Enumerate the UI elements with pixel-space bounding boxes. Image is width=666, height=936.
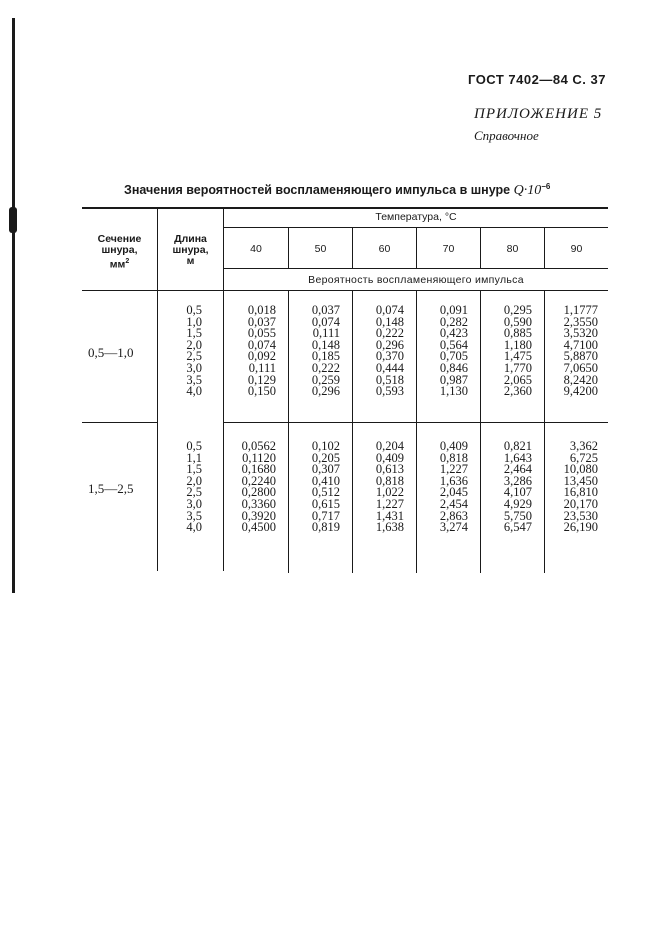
probability-value: 0,037: [247, 314, 276, 329]
probability-header: Вероятность воспламеняющего импульса: [308, 274, 524, 286]
probability-value: 0,1120: [242, 450, 276, 465]
probability-value: 0,2800: [241, 485, 276, 500]
probability-value: 0,410: [311, 473, 340, 488]
probability-value: 1,770: [503, 360, 532, 375]
probability-column-60: [353, 305, 404, 398]
length-value: 3,5: [186, 508, 202, 523]
length-value: 4,0: [186, 520, 202, 535]
probability-value: 0,018: [247, 303, 276, 317]
probability-value: 0,129: [247, 372, 276, 387]
probability-value: 6,547: [503, 520, 532, 535]
length-header-line1: Длина: [174, 233, 207, 245]
temperature-80: 80: [506, 243, 519, 255]
probability-value: 0,296: [375, 337, 404, 352]
probability-value: 5,750: [503, 508, 532, 523]
probability-value: 8,2420: [563, 372, 598, 387]
probability-value: 16,810: [563, 485, 598, 500]
probability-value: 0,282: [439, 314, 468, 329]
probability-value: 3,286: [503, 473, 532, 488]
probability-value: 1,130: [439, 384, 468, 399]
appendix-title: ПРИЛОЖЕНИЕ 5: [474, 106, 603, 122]
probability-value: 0,717: [311, 508, 340, 523]
length-value: 3,5: [186, 372, 202, 387]
probability-value: 9,4200: [563, 384, 598, 399]
probability-value: 0,185: [311, 349, 340, 364]
probability-value: 7,0650: [563, 360, 598, 375]
temperature-60: 60: [378, 243, 391, 255]
probability-value: 0,148: [311, 337, 340, 352]
section-header-line1: Сечение: [97, 233, 142, 245]
probability-value: 2,454: [439, 496, 468, 511]
probability-value: 0,846: [439, 360, 468, 375]
temperature-header: Температура, °С: [375, 211, 457, 223]
probability-value: 6,725: [569, 450, 598, 465]
length-value: 1,5: [186, 326, 202, 341]
group-section-label: 1,5—2,5: [88, 481, 134, 496]
probability-value: 0,821: [503, 439, 532, 453]
probability-value: 0,295: [503, 303, 532, 317]
group-separator-left: [82, 422, 157, 423]
probability-value: 5,8870: [563, 349, 598, 364]
probability-value: 0,819: [311, 520, 340, 535]
probability-column-80: [481, 441, 532, 534]
probability-value: 0,3920: [241, 508, 276, 523]
length-value: 2,0: [186, 337, 202, 352]
probability-value: 0,987: [439, 372, 468, 387]
section-header-line2: шнура,: [101, 244, 138, 256]
probability-value: 0,3360: [241, 496, 276, 511]
probability-value: 4,7100: [563, 337, 598, 352]
probability-value: 3,5320: [563, 326, 598, 341]
probability-value: 0,615: [311, 496, 340, 511]
probability-column-50: [289, 305, 340, 398]
probability-column-90: [545, 305, 598, 398]
temperature-40: 40: [250, 243, 262, 255]
table-top-rule: [82, 207, 608, 209]
probability-value: 20,170: [563, 496, 598, 511]
probability-column-90: [545, 441, 598, 534]
length-value: 2,0: [186, 473, 202, 488]
probability-value: 1,643: [503, 450, 532, 465]
probability-value: 0,074: [375, 303, 404, 317]
probability-value: 0,222: [311, 360, 340, 375]
probability-value: 4,929: [503, 496, 532, 511]
appendix-subtitle: Справочное: [474, 128, 539, 143]
probability-value: 0,055: [247, 326, 276, 341]
probability-column-70: [417, 305, 468, 398]
probability-value: 1,227: [439, 462, 468, 477]
group-separator-right: [224, 422, 608, 423]
section-header-unit: мм: [109, 258, 126, 271]
length-value: 2,5: [186, 349, 202, 364]
probability-value: 0,4500: [241, 520, 276, 535]
probability-value: 0,512: [311, 485, 340, 500]
probability-value: 0,444: [375, 360, 404, 375]
probability-value: 2,045: [439, 485, 468, 500]
probability-value: 0,205: [311, 450, 340, 465]
probability-value: 23,530: [563, 508, 598, 523]
group-length-column: [158, 441, 202, 534]
probability-column-50: [289, 441, 340, 534]
probability-value: 3,274: [439, 520, 468, 535]
table-caption-formula: Q·10: [513, 183, 542, 199]
probability-value: 0,111: [248, 360, 276, 375]
probability-value: 0,204: [375, 439, 404, 453]
probability-value: 0,423: [439, 326, 468, 341]
length-value: 4,0: [186, 384, 202, 399]
temperature-values-rule: [224, 268, 608, 269]
temperature-70: 70: [442, 243, 455, 255]
probability-value: 0,296: [311, 384, 340, 399]
group-length-column: [158, 305, 202, 398]
temperature-50: 50: [314, 243, 327, 255]
probability-value: 2,464: [503, 462, 532, 477]
probability-value: 0,092: [247, 349, 276, 364]
length-header-line3: м: [186, 255, 195, 267]
length-value: 3,0: [186, 360, 202, 375]
probability-value: 1,475: [503, 349, 532, 364]
probability-value: 1,638: [375, 520, 404, 535]
probability-value: 0,593: [375, 384, 404, 399]
page-header-code: ГОСТ 7402—84 С. 37: [468, 72, 606, 87]
length-value: 1,0: [186, 314, 202, 329]
probability-value: 2,3550: [563, 314, 598, 329]
probability-value: 26,190: [563, 520, 598, 535]
probability-value: 1,636: [439, 473, 468, 488]
probability-value: 0,148: [375, 314, 404, 329]
length-value: 1,5: [186, 462, 202, 477]
probability-value: 0,111: [312, 326, 340, 341]
left-margin-rule: [12, 18, 15, 593]
section-header: [82, 234, 157, 271]
probability-value: 0,259: [311, 372, 340, 387]
probability-value: 0,0562: [241, 439, 276, 453]
length-value: 3,0: [186, 496, 202, 511]
probability-value: 0,037: [311, 303, 340, 317]
probability-value: 0,705: [439, 349, 468, 364]
probability-value: 1,180: [503, 337, 532, 352]
probability-value: 0,091: [439, 303, 468, 317]
probability-value: 2,863: [439, 508, 468, 523]
length-header: [158, 234, 223, 267]
length-value: 0,5: [186, 439, 202, 453]
probability-value: 0,074: [247, 337, 276, 352]
group-section-label: 0,5—1,0: [88, 345, 134, 360]
probability-column-60: [353, 441, 404, 534]
probability-value: 1,431: [375, 508, 404, 523]
left-margin-tab: [9, 207, 17, 233]
probability-value: 0,818: [439, 450, 468, 465]
probability-value: 0,885: [503, 326, 532, 341]
probability-value: 0,1680: [241, 462, 276, 477]
probability-value: 0,2240: [241, 473, 276, 488]
probability-value: 1,227: [375, 496, 404, 511]
length-value: 0,5: [186, 303, 202, 317]
probability-value: 4,107: [503, 485, 532, 500]
probability-column-80: [481, 305, 532, 398]
length-value: 1,1: [186, 450, 202, 465]
length-value: 2,5: [186, 485, 202, 500]
probability-value: 0,590: [503, 314, 532, 329]
probability-value: 0,818: [375, 473, 404, 488]
probability-value: 0,370: [375, 349, 404, 364]
probability-value: 1,1777: [563, 303, 598, 317]
probability-value: 0,409: [375, 450, 404, 465]
probability-value: 0,409: [439, 439, 468, 453]
probability-value: 1,022: [375, 485, 404, 500]
probability-column-40: [224, 441, 276, 534]
probability-column-40: [224, 305, 276, 398]
probability-column-70: [417, 441, 468, 534]
table-caption-exponent: −6: [541, 182, 551, 191]
probability-value: 0,613: [375, 462, 404, 477]
table-caption: [124, 182, 604, 199]
table-caption-text: Значения вероятностей воспламеняющего импульса в шнуре: [124, 183, 511, 198]
length-header-line2: шнура,: [172, 244, 209, 256]
probability-value: 13,450: [563, 473, 598, 488]
temperature-90: 90: [570, 243, 583, 255]
section-header-line3: [82, 256, 157, 271]
probability-value: 2,065: [503, 372, 532, 387]
probability-value: 0,074: [311, 314, 340, 329]
probability-value: 0,150: [247, 384, 276, 399]
header-bottom-rule: [82, 290, 608, 291]
probability-value: 0,307: [311, 462, 340, 477]
probability-value: 2,360: [503, 384, 532, 399]
probability-value: 10,080: [563, 462, 598, 477]
probability-value: 0,564: [439, 337, 468, 352]
probability-value: 0,102: [311, 439, 340, 453]
probability-value: 0,222: [375, 326, 404, 341]
probability-value: 0,518: [375, 372, 404, 387]
section-header-exponent: 2: [125, 258, 130, 265]
probability-value: 3,362: [569, 439, 598, 453]
